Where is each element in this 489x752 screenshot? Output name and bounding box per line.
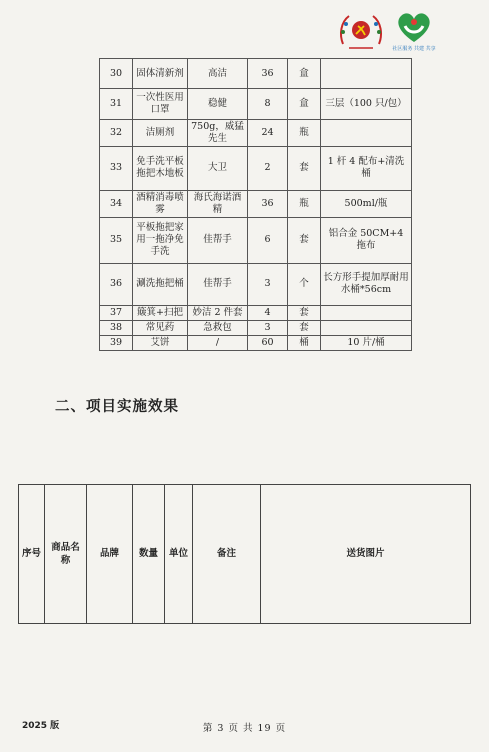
supplies-table — [99, 58, 412, 351]
footer-page-number: 第 3 页 共 19 页 — [202, 723, 287, 734]
cell-unit: 盒 — [288, 59, 321, 89]
cell-qty: 4 — [248, 305, 288, 320]
cell-no: 31 — [100, 89, 133, 120]
cell-note — [321, 320, 412, 335]
table-row — [100, 190, 412, 217]
cell-no: 33 — [100, 146, 133, 190]
cell-no: 34 — [100, 190, 133, 217]
cell-brand: 大卫 — [188, 146, 248, 190]
table-row — [100, 320, 412, 335]
cell-qty: 24 — [248, 120, 288, 147]
effect-header-unit: 单位 — [165, 485, 193, 624]
cell-note — [321, 305, 412, 320]
cell-qty: 8 — [248, 89, 288, 120]
cell-name: 涮洗拖把桶 — [133, 263, 188, 305]
table-row — [100, 59, 412, 89]
cell-name: 艾饼 — [133, 335, 188, 350]
cell-unit: 套 — [288, 320, 321, 335]
implementation-effect-table — [18, 484, 471, 624]
cell-brand: / — [188, 335, 248, 350]
cell-qty: 36 — [248, 59, 288, 89]
cell-note — [321, 59, 412, 89]
cell-note: 10 片/桶 — [321, 335, 412, 350]
effect-header-qty: 数量 — [133, 485, 165, 624]
cell-brand: 妙洁 2 件套 — [188, 305, 248, 320]
cell-brand: 高洁 — [188, 59, 248, 89]
cell-qty: 2 — [248, 146, 288, 190]
effect-header-row — [19, 485, 471, 624]
svg-text:社区服务 共建 共享: 社区服务 共建 共享 — [392, 46, 436, 52]
cell-note: 500ml/瓶 — [321, 190, 412, 217]
cell-name: 簸箕+扫把 — [133, 305, 188, 320]
cell-unit: 瓶 — [288, 190, 321, 217]
cell-name: 洁厕剂 — [133, 120, 188, 147]
heart-hands-logo-icon — [391, 8, 437, 52]
table-row — [100, 217, 412, 263]
cell-name: 平板拖把家用一拖净免手洗 — [133, 217, 188, 263]
cell-note: 1 杆 4 配布+清洗桶 — [321, 146, 412, 190]
cell-no: 38 — [100, 320, 133, 335]
cell-unit: 套 — [288, 305, 321, 320]
cell-unit: 桶 — [288, 335, 321, 350]
cell-brand: 急救包 — [188, 320, 248, 335]
cell-qty: 36 — [248, 190, 288, 217]
cell-name: 一次性医用口罩 — [133, 89, 188, 120]
cell-name: 酒精消毒喷雾 — [133, 190, 188, 217]
cell-no: 39 — [100, 335, 133, 350]
cell-note — [321, 120, 412, 147]
cell-note: 铝合金 50CM+4 拖布 — [321, 217, 412, 263]
table-row — [100, 305, 412, 320]
cell-qty: 3 — [248, 320, 288, 335]
cell-brand: 750g，威猛先生 — [188, 120, 248, 147]
cell-brand: 佳帮手 — [188, 217, 248, 263]
table-row — [100, 89, 412, 120]
table-row — [100, 146, 412, 190]
party-emblem-logo-icon — [337, 10, 385, 50]
table-row — [100, 335, 412, 350]
cell-no: 35 — [100, 217, 133, 263]
effect-header-note: 备注 — [193, 485, 261, 624]
cell-unit: 个 — [288, 263, 321, 305]
effect-header-name: 商品名称 — [45, 485, 87, 624]
cell-unit: 套 — [288, 217, 321, 263]
table-row — [100, 263, 412, 305]
cell-qty: 3 — [248, 263, 288, 305]
cell-note: 三层（100 只/包） — [321, 89, 412, 120]
table-row — [100, 120, 412, 147]
cell-brand: 佳帮手 — [188, 263, 248, 305]
cell-unit: 套 — [288, 146, 321, 190]
cell-unit: 瓶 — [288, 120, 321, 147]
cell-unit: 盒 — [288, 89, 321, 120]
cell-note: 长方形手提加厚耐用水桶*56cm — [321, 263, 412, 305]
cell-no: 36 — [100, 263, 133, 305]
cell-no: 32 — [100, 120, 133, 147]
cell-no: 37 — [100, 305, 133, 320]
cell-qty: 60 — [248, 335, 288, 350]
cell-name: 免手洗平板拖把木地板 — [133, 146, 188, 190]
cell-brand: 稳健 — [188, 89, 248, 120]
footer-version: 2025 版 — [22, 721, 60, 731]
cell-qty: 6 — [248, 217, 288, 263]
section-title: 二、项目实施效果 — [55, 399, 179, 415]
effect-header-no: 序号 — [19, 485, 45, 624]
cell-brand: 海氏海诺酒精 — [188, 190, 248, 217]
cell-name: 常见药 — [133, 320, 188, 335]
cell-name: 固体清新剂 — [133, 59, 188, 89]
effect-header-photo: 送货图片 — [261, 485, 471, 624]
header-logos — [337, 8, 437, 52]
effect-header-brand: 品牌 — [87, 485, 133, 624]
cell-no: 30 — [100, 59, 133, 89]
